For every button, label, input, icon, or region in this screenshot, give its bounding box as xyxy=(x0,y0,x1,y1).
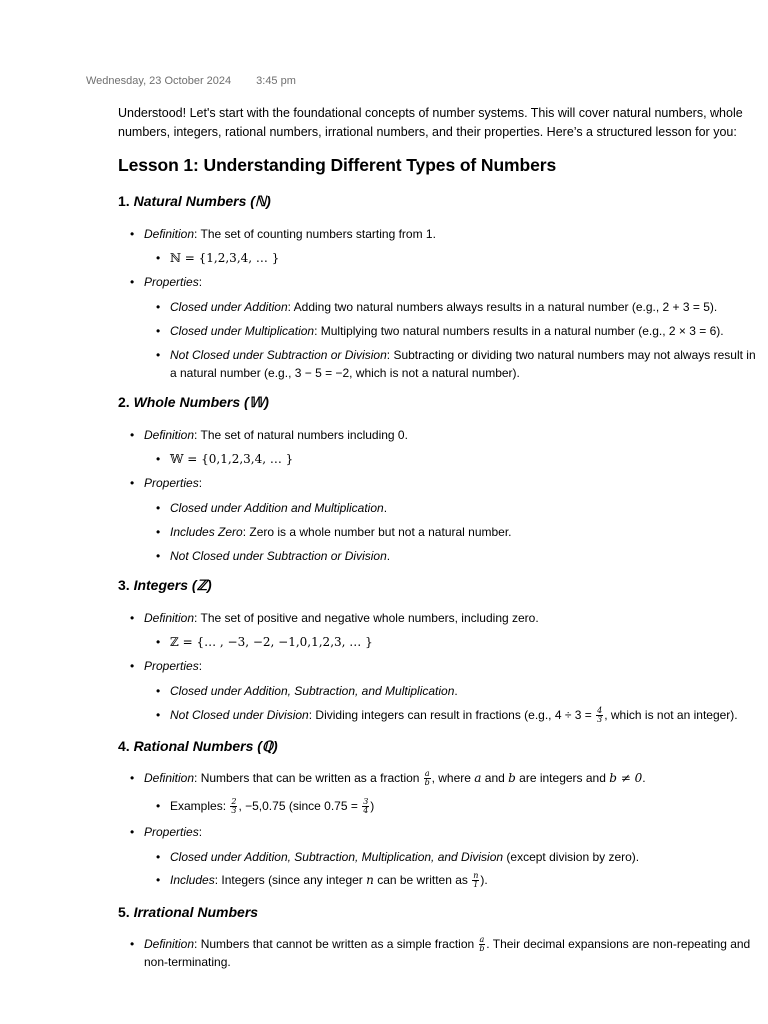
section-heading-rational: 4. Rational Numbers (ℚ) xyxy=(118,738,278,754)
list-item: • Not Closed under Division: Dividing integers can result in fractions (e.g., 4 ÷ 3 = $\frac{4}{3}$ , which is not an integer). xyxy=(170,706,760,724)
note-body[interactable] xyxy=(118,104,763,970)
section-heading-irrational: 5. Irrational Numbers xyxy=(118,904,259,920)
list-item: • ℕ = {1,2,3,4, … } xyxy=(170,249,760,267)
section-title: Natural Numbers (ℕ) xyxy=(133,193,271,209)
fraction: $\frac{a}{b}$ xyxy=(424,769,430,788)
list-item: • Includes Zero: Zero is a whole number but not a natural number. xyxy=(170,523,760,541)
lesson-title: Lesson 1: Understanding Different Types of Numbers xyxy=(118,155,557,175)
list-item: • Closed under Multiplication: Multiplying two natural numbers results in a natural number (e.g., 2 × 3 = 6). xyxy=(170,322,760,340)
list-item: • Closed under Addition, Subtraction, and Multiplication. xyxy=(170,682,760,700)
list-item: • 𝕎 = {0,1,2,3,4, … } xyxy=(170,450,760,468)
list-item: • Properties: xyxy=(144,823,202,841)
section-heading-integers: 3. Integers (ℤ) xyxy=(118,577,212,593)
list-item: • Closed under Addition: Adding two natural numbers always results in a natural number (e.g., 2 + 3 = 5). xyxy=(170,298,760,316)
list-item: • Examples: $\frac{2}{3}$ , −5,0.75 (since 0.75 = $\frac{3}{4}$ ) xyxy=(170,797,760,815)
list-item: • Definition: The set of natural numbers including 0. xyxy=(144,426,408,444)
list-item: • Definition: Numbers that can be written as a fraction $\frac{a}{b}$ , where a and b are integers and b ≠ 0. xyxy=(144,769,646,787)
fraction: $\frac{4}{3}$ xyxy=(597,706,603,725)
fraction: $\frac{2}{3}$ xyxy=(231,797,237,816)
list-item: • ℤ = {… , −3, −2, −1,0,1,2,3, … } xyxy=(170,633,760,651)
note-timestamp xyxy=(86,75,296,87)
intro-paragraph: Understood! Let's start with the foundational concepts of number systems. This will cover natural numbers, whole numbers, integers, rational numbers, irrational numbers, and their properties. Here’s a structured lesson for you: xyxy=(118,106,743,139)
section-heading-whole: 2. Whole Numbers (𝕎) xyxy=(118,394,269,410)
list-item: • Includes: Integers (since any integer n can be written as $\frac{n}{1}$ ). xyxy=(170,871,760,889)
list-item: • Definition: Numbers that cannot be written as a simple fraction $\frac{a}{b}$ . Their decimal expansions are non-repeating and non-terminating. xyxy=(144,935,756,971)
list-item: • Properties: xyxy=(144,657,202,675)
note-time: 3:45 pm xyxy=(256,75,296,87)
list-item: • Not Closed under Subtraction or Division: Subtracting or dividing two natural numbers may not always result in a natural number (e.g., 3 − 5 = −2, which is not a natural number). xyxy=(170,346,760,382)
list-item: • Closed under Addition, Subtraction, Multiplication, and Division (except division by zero). xyxy=(170,848,760,866)
list-item: • Not Closed under Subtraction or Division. xyxy=(170,547,760,565)
section-number: 1. xyxy=(118,193,130,209)
list-item: • Definition: The set of counting numbers starting from 1. xyxy=(144,225,436,243)
note-date: Wednesday, 23 October 2024 xyxy=(86,75,232,87)
fraction: $\frac{n}{1}$ xyxy=(473,871,479,890)
list-item: • Definition: The set of positive and negative whole numbers, including zero. xyxy=(144,609,539,627)
section-heading-natural xyxy=(118,193,271,210)
list-item: • Properties: xyxy=(144,474,202,492)
fraction: $\frac{a}{b}$ xyxy=(479,935,485,954)
list-item: • Closed under Addition and Multiplication. xyxy=(170,499,760,517)
fraction: $\frac{3}{4}$ xyxy=(363,797,369,816)
list-item: • Properties: xyxy=(144,273,202,291)
